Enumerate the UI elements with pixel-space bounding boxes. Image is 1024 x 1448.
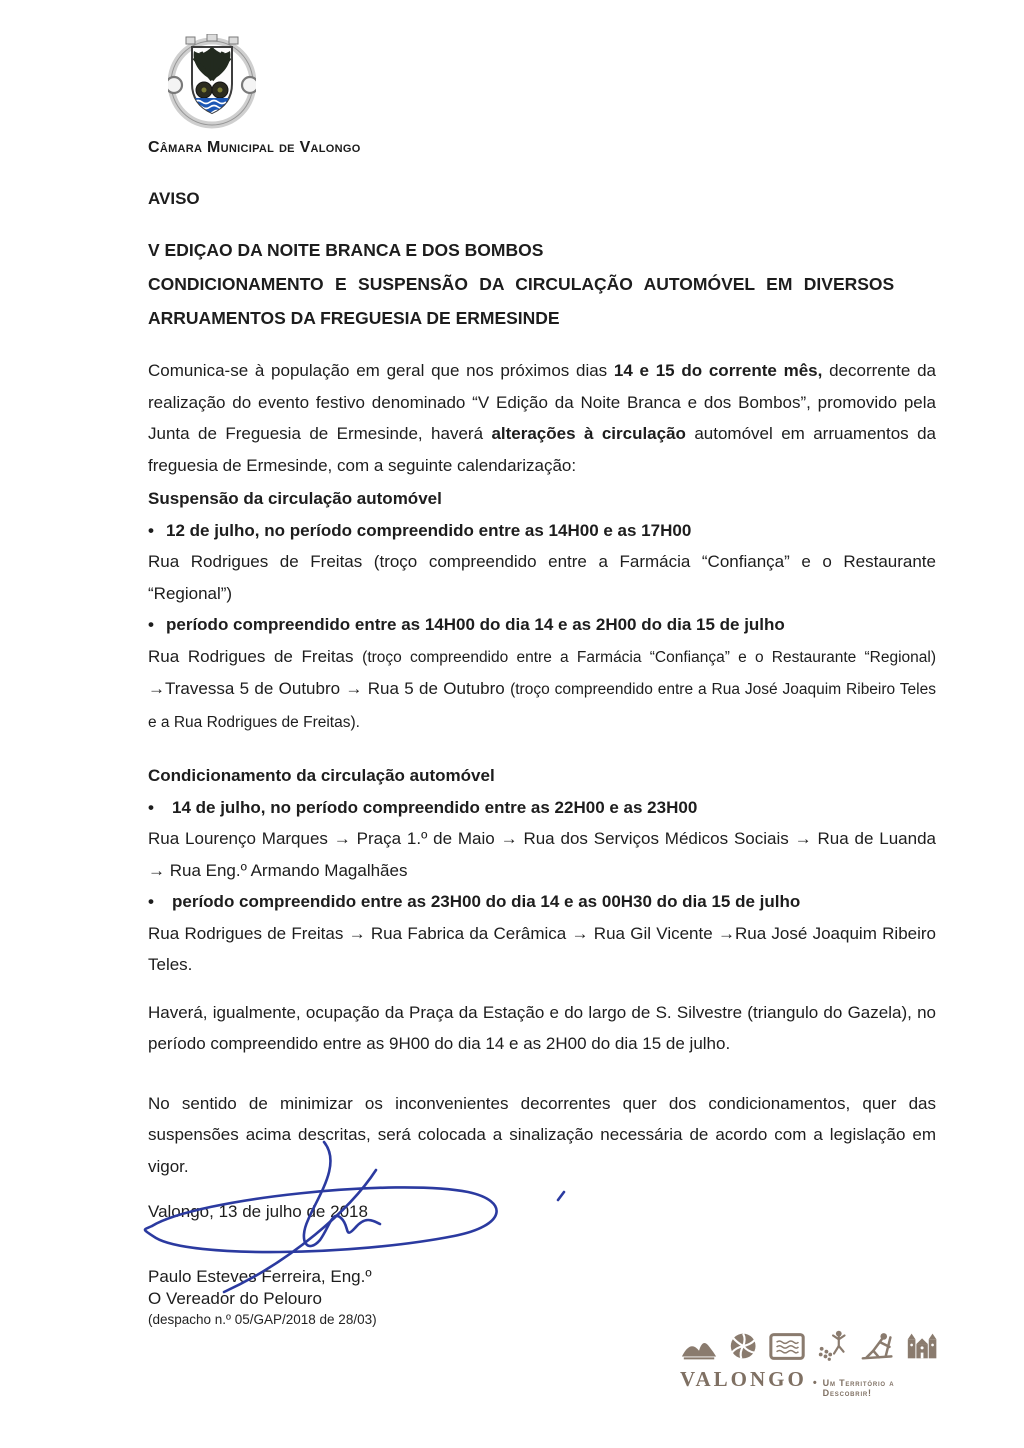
document-content bbox=[148, 0, 936, 1330]
intro-run-1: Comunica-se à população em geral que nos próximos dias bbox=[148, 361, 614, 380]
suspension-bullet-1-text: 12 de julho, no período compreendido entre as 14H00 e as 17H00 bbox=[166, 520, 692, 540]
title-line-3: ARRUAMENTOS DA FREGUESIA DE ERMESINDE bbox=[148, 308, 560, 328]
intro-run-2: decorrente da realização do evento festivo denominado “V Edição da Noite Branca e dos Bombos”, promovido pela Junta de Freguesia de Ermesinde, haverá bbox=[148, 361, 936, 443]
intro-run-dates: 14 e 15 do corrente mês, bbox=[613, 361, 823, 380]
dispatch-reference: (despacho n.º 05/GAP/2018 de 28/03) bbox=[148, 1312, 377, 1327]
bugio-dancer-icon bbox=[815, 1327, 849, 1363]
suspension-bullet-2 bbox=[148, 609, 936, 641]
valongo-coat-of-arms-icon bbox=[168, 34, 256, 129]
suspension-route-2 bbox=[148, 641, 936, 739]
title-line-2: CONDICIONAMENTO E SUSPENSÃO DA CIRCULAÇÃO AUTOMÓVEL EM DIVERSOS bbox=[148, 274, 895, 294]
intro-paragraph bbox=[148, 355, 936, 481]
title-line-1: V EDIÇAO DA NOITE BRANCA E DOS BOMBOS bbox=[148, 240, 544, 260]
church-icon bbox=[904, 1327, 940, 1363]
notice-title bbox=[148, 233, 936, 335]
suspension-route-1: Rua Rodrigues de Freitas (troço compreendido entre a Farmácia “Confiança” e o Restaurante “Regional”) bbox=[148, 552, 936, 603]
conditioning-bullet-1-text: 14 de julho, no período compreendido entre as 22H00 e as 23H00 bbox=[172, 797, 698, 817]
suspension-bullet-2-text: período compreendido entre as 14H00 do dia 14 e as 2H00 do dia 15 de julho bbox=[166, 615, 785, 634]
route-run-4: (troço compreendido entre a Rua José Joaquim Ribeiro Teles e a Rua Rodrigues de Freitas). bbox=[148, 681, 936, 731]
conditioning-route-2: Rua Rodrigues de Freitas → Rua Fabrica da Cerâmica → Rua Gil Vicente →Rua José Joaquim Ribeiro Teles. bbox=[148, 923, 936, 974]
bullet-icon: • bbox=[148, 892, 154, 911]
signer-name: Paulo Esteves Ferreira, Eng.º bbox=[148, 1267, 372, 1286]
mountains-icon bbox=[680, 1329, 718, 1363]
intro-run-3: automóvel em arruamentos da freguesia de Ermesinde, com a seguinte calendarização: bbox=[148, 424, 936, 475]
footer-wordmark bbox=[680, 1367, 940, 1398]
conditioning-route-1: Rua Lourenço Marques → Praça 1.º de Maio → Rua dos Serviços Médicos Sociais → Rua de Luanda → Rua Eng.º Armando Magalhães bbox=[148, 829, 936, 880]
conditioning-bullet-1 bbox=[148, 792, 936, 824]
conditioning-bullet-2 bbox=[148, 886, 936, 918]
place-date: Valongo, 13 de julho de 2018 bbox=[148, 1202, 368, 1221]
slate-frame-icon bbox=[768, 1329, 806, 1363]
note-occupation: Haverá, igualmente, ocupação da Praça da Estação e do largo de S. Silvestre (triangulo do Gazela), no período compreendido entre as 9H00 do dia 14 e as 2H00 do dia 15 de julho. bbox=[148, 1002, 936, 1053]
section-heading-suspension: Suspensão da circulação automóvel bbox=[148, 489, 442, 508]
footer-tagline: Um Território a Descobrir! bbox=[822, 1378, 895, 1398]
miner-icon bbox=[859, 1327, 895, 1363]
route-run-1: Rua Rodrigues de Freitas bbox=[148, 646, 363, 666]
section-heading-conditioning: Condicionamento da circulação automóvel bbox=[148, 766, 495, 785]
bullet-icon: • bbox=[148, 797, 154, 817]
footer-brand: VALONGO bbox=[680, 1367, 807, 1391]
bullet-icon: • bbox=[148, 615, 154, 634]
doc-type-heading: AVISO bbox=[148, 189, 200, 208]
signer-block bbox=[148, 1266, 936, 1330]
suspension-bullet-1 bbox=[148, 515, 936, 547]
footer-separator-dot: • bbox=[812, 1377, 817, 1389]
org-name: Câmara Municipal de Valongo bbox=[148, 139, 361, 156]
conditioning-bullet-2-text: período compreendido entre as 23H00 do dia 14 e as 00H30 do dia 15 de julho bbox=[172, 892, 801, 911]
note-signage: No sentido de minimizar os inconvenientes decorrentes quer dos condicionamentos, quer das suspensões acima descritas, será colocada a sinalização necessária de acordo com a legislação em vigor. bbox=[148, 1093, 936, 1176]
footer-icon-row bbox=[680, 1327, 940, 1363]
route-run-2: (troço compreendido entre a Farmácia “Confiança” e o Restaurante “Regional) bbox=[362, 648, 936, 666]
bullet-icon: • bbox=[148, 520, 154, 540]
footer-brand-block bbox=[680, 1327, 940, 1398]
intro-run-changes: alterações à circulação bbox=[491, 424, 686, 443]
pinwheel-icon bbox=[727, 1329, 759, 1363]
route-run-3: →Travessa 5 de Outubro → Rua 5 de Outubro bbox=[148, 679, 511, 698]
signer-title: O Vereador do Pelouro bbox=[148, 1289, 322, 1308]
